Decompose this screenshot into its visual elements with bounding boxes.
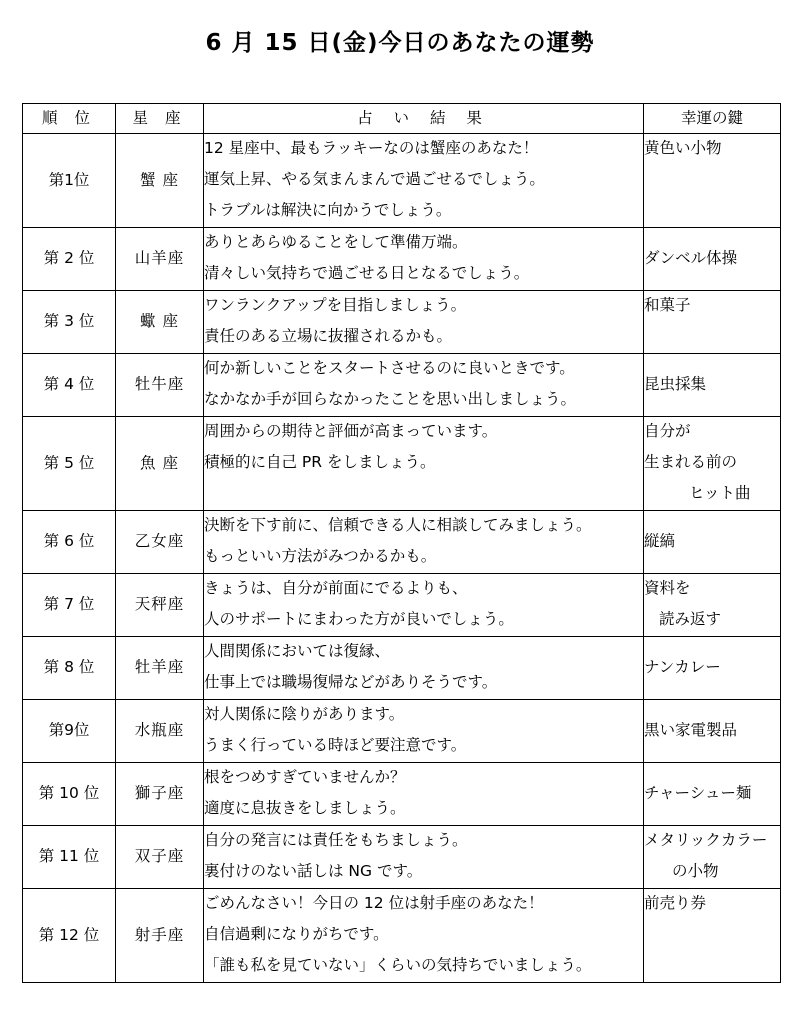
key-cell <box>644 354 781 417</box>
sign-cell: 蠍 座 <box>116 291 204 354</box>
result-cell <box>204 574 644 637</box>
rank-cell: 第 2 位 <box>23 228 116 291</box>
result-cell <box>204 700 644 763</box>
result-line: トラブルは解決に向かうでしょう。 <box>204 201 452 219</box>
sign-cell: 蟹 座 <box>116 134 204 228</box>
table-row <box>23 574 781 637</box>
key-cell <box>644 511 781 574</box>
key-cell <box>644 637 781 700</box>
table-row <box>23 700 781 763</box>
key-line: ヒット曲 <box>689 484 751 502</box>
result-cell <box>204 889 644 983</box>
key-line: 自分が <box>644 422 691 440</box>
result-line: なかなか手が回らなかったことを思い出しましょう。 <box>204 390 577 408</box>
table-row <box>23 889 781 983</box>
table-row <box>23 134 781 228</box>
header-key: 幸運の鍵 <box>644 104 781 134</box>
header-sign: 星 座 <box>116 104 204 134</box>
result-line: 適度に息抜きをしましょう。 <box>204 799 406 817</box>
key-line: 黄色い小物 <box>644 139 722 157</box>
result-cell <box>204 417 644 511</box>
result-line: 自分の発言には責任をもちましょう。 <box>204 831 468 849</box>
result-line: 自信過剰になりがちです。 <box>204 925 389 943</box>
result-cell <box>204 228 644 291</box>
key-line: メタリックカラー <box>644 831 768 849</box>
key-line: 生まれる前の <box>644 453 738 471</box>
key-cell <box>644 228 781 291</box>
key-line: 昆虫採集 <box>644 374 707 393</box>
result-cell <box>204 134 644 228</box>
sign-cell: 天秤座 <box>116 574 204 637</box>
result-line: 何か新しいことをスタートさせるのに良いときです。 <box>204 359 575 377</box>
result-line: 仕事上では職場復帰などがありそうです。 <box>204 673 498 691</box>
rank-cell: 第 6 位 <box>23 511 116 574</box>
sign-cell: 牡牛座 <box>116 354 204 417</box>
table-row <box>23 511 781 574</box>
key-cell <box>644 826 781 889</box>
key-line: 資料を <box>644 579 691 597</box>
result-line: 清々しい気持ちで過ごせる日となるでしょう。 <box>204 264 530 282</box>
rank-cell: 第 4 位 <box>23 354 116 417</box>
sign-cell: 双子座 <box>116 826 204 889</box>
result-cell <box>204 763 644 826</box>
result-line: 決断を下す前に、信頼できる人に相談してみましょう。 <box>204 516 592 534</box>
rank-cell: 第 8 位 <box>23 637 116 700</box>
key-line: ダンベル体操 <box>644 248 738 267</box>
sign-cell: 魚 座 <box>116 417 204 511</box>
table-header-row <box>23 104 781 134</box>
result-cell <box>204 637 644 700</box>
header-result: 占 い 結 果 <box>204 104 644 134</box>
table-row <box>23 637 781 700</box>
rank-cell: 第1位 <box>23 134 116 228</box>
key-line: の小物 <box>672 862 719 880</box>
result-line: もっといい方法がみつかるかも。 <box>204 547 437 565</box>
result-cell <box>204 826 644 889</box>
key-cell <box>644 889 781 983</box>
key-line: 和菓子 <box>644 296 691 314</box>
result-line: ありとあらゆることをして準備万端。 <box>204 233 468 251</box>
result-line: 責任のある立場に抜擢されるかも。 <box>204 327 453 345</box>
sign-cell: 獅子座 <box>116 763 204 826</box>
fortune-table <box>22 103 781 983</box>
result-line: 対人関係に陰りがあります。 <box>204 705 405 723</box>
result-line: 根をつめすぎていませんか？ <box>204 768 406 786</box>
key-line: 黒い家電製品 <box>644 720 738 739</box>
result-line: 人間関係においては復縁、 <box>204 642 391 660</box>
result-cell <box>204 511 644 574</box>
table-row <box>23 417 781 511</box>
key-cell <box>644 291 781 354</box>
result-line: きょうは、自分が前面にでるよりも、 <box>204 579 468 597</box>
key-cell <box>644 417 781 511</box>
result-line: ワンランクアップを目指しましょう。 <box>204 296 467 314</box>
sign-cell: 山羊座 <box>116 228 204 291</box>
key-line: 前売り券 <box>644 894 707 912</box>
result-line: 人のサポートにまわった方が良いでしょう。 <box>204 610 514 628</box>
key-line: 読み返す <box>659 610 722 628</box>
result-line: 「誰も私を見ていない」くらいの気持ちでいましょう。 <box>204 956 592 974</box>
result-cell <box>204 354 644 417</box>
sign-cell: 射手座 <box>116 889 204 983</box>
result-line: 12 星座中、最もラッキーなのは蟹座のあなた！ <box>204 139 539 157</box>
rank-cell: 第 5 位 <box>23 417 116 511</box>
key-cell <box>644 700 781 763</box>
key-line: 縦縞 <box>644 531 676 550</box>
key-line: ナンカレー <box>644 657 721 676</box>
result-line: 運気上昇、やる気まんまんで過ごせるでしょう。 <box>204 170 545 188</box>
key-cell <box>644 763 781 826</box>
rank-cell: 第9位 <box>23 700 116 763</box>
result-cell <box>204 291 644 354</box>
page-title: 6 月 15 日(金)今日のあなたの運勢 <box>205 30 595 56</box>
result-line: 周囲からの期待と評価が高まっています。 <box>204 422 498 440</box>
rank-cell: 第 7 位 <box>23 574 116 637</box>
result-line: 裏付けのない話しは NG です。 <box>204 862 423 880</box>
table-row <box>23 228 781 291</box>
result-line: うまく行っている時ほど要注意です。 <box>204 736 467 754</box>
key-line: チャーシュー麺 <box>644 783 752 802</box>
sign-cell: 水瓶座 <box>116 700 204 763</box>
table-row <box>23 354 781 417</box>
table-row <box>23 291 781 354</box>
table-row <box>23 763 781 826</box>
header-rank: 順 位 <box>23 104 116 134</box>
result-line: ごめんなさい！今日の 12 位は射手座のあなた！ <box>204 894 544 912</box>
sign-cell: 牡羊座 <box>116 637 204 700</box>
table-row <box>23 826 781 889</box>
key-cell <box>644 574 781 637</box>
result-line: 積極的に自己 PR をしましょう。 <box>204 453 436 471</box>
rank-cell: 第 3 位 <box>23 291 116 354</box>
key-cell <box>644 134 781 228</box>
rank-cell: 第 10 位 <box>23 763 116 826</box>
sign-cell: 乙女座 <box>116 511 204 574</box>
rank-cell: 第 11 位 <box>23 826 116 889</box>
rank-cell: 第 12 位 <box>23 889 116 983</box>
